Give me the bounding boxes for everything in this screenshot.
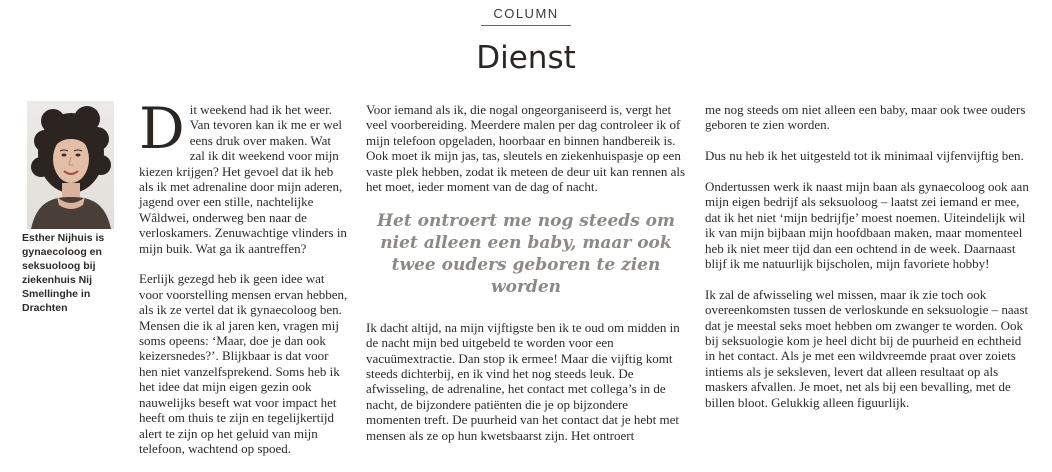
article-column-2 <box>366 102 686 458</box>
author-caption: Esther Nijhuis is gynaecoloog en seksuoloog bij ziekenhuis Nij Smellinghe in Drachten <box>22 232 105 314</box>
drop-cap: D <box>139 96 185 162</box>
article-paragraph <box>139 96 349 256</box>
article-column-1 <box>139 96 349 472</box>
paragraph-text: it weekend had ik het weer. Van tevoren kan ik me er wel eens druk over maken. Wat zal ik dit weekend voor mijn kiezen krijgen? Het gevoel dat ik heb als ik met adrenaline door mijn aderen, jagend over een stille, nachtelijke Wâldwei, onderweg ben naar de verloskamers. Zenuwachtige vlinders in mijn buik. Wat ga ik aantreffen? <box>139 102 347 256</box>
author-photo <box>27 101 114 229</box>
article-paragraph: Ondertussen werk ik naast mijn baan als gynaecoloog ook aan mijn eigen bedrijf als seksuoloog – laatst zei iemand er mee, dat ik het niet ‘mijn bedrijfje’ moest noemen. Uiteindelijk wil ik van mijn bijbaan mijn hoofdbaan maken, maar momenteel heb ik niet meer tijd dan een ochtend in de week. Daarnaast blijf ik me natuurlijk bijscholen, mijn favoriete hobby! <box>705 179 1029 272</box>
article-column-3 <box>705 102 1029 425</box>
article-paragraph: Voor iemand als ik, die nogal ongeorganiseerd is, vergt het veel voorbereiding. Meerdere malen per dag controleer ik of mijn telefoon opgeladen, hoorbaar en binnen handbereik is. Ook moet ik mijn jas, tas, sleutels en ziekenhuispasje op een vaste plek hebben, zodat ik meteen de deur uit kan rennen als het moet, ieder moment van de dag of nacht. <box>366 102 686 195</box>
headline: Dienst <box>476 40 576 76</box>
pull-quote: Het ontroert me nog steeds om niet alleen een baby, maar ook twee ouders geboren te zien worden <box>376 210 676 297</box>
article-paragraph: Dus nu heb ik het uitgesteld tot ik minimaal vijfenvijftig ben. <box>705 148 1024 164</box>
section-kicker <box>0 5 1052 26</box>
article-paragraph: me nog steeds om niet alleen een baby, maar ook twee ouders geboren te zien worden. <box>705 102 1026 133</box>
section-kicker-label: COLUMN <box>485 6 566 26</box>
article-paragraph: Eerlijk gezegd heb ik geen idee wat voor voorstelling mensen ervan hebben, als ik ze vertel dat ik gynaecoloog ben. Mensen die ik al jaren ken, vragen mij soms opeens: ‘Maar, doe je dan ook keizersnedes?’. Blijkbaar is dat voor hen niet vanzelfsprekend. Soms heb ik het idee dat mijn eigen gezin ook nauwelijks beseft wat voor impact het heeft om thuis te zijn en tegelijkertijd alert te zijn op het geluid van mijn telefoon, wachtend op spoed. <box>139 271 348 456</box>
author-portrait-image <box>27 101 114 229</box>
article-paragraph: Ik dacht altijd, na mijn vijftigste ben ik te oud om midden in de nacht mijn bed uitgebeld te worden voor een vacuümextractie. Dan stop ik ermee! Maar die vijftig komt steeds dichterbij, en ik vind het nog steeds leuk. De afwisseling, de adrenaline, het contact met collega’s in de nacht, de bijzondere patiënten die je op bijzondere momenten treft. De puurheid van het contact dat je hebt met mensen als ze op hun kwetsbaarst zijn. Het ontroert <box>366 319 680 443</box>
article-paragraph: Ik zal de afwisseling wel missen, maar ik zie toch ook overeenkomsten tussen de verloskunde en seksuologie – naast dat je meestal seks moet hebben om zwanger te worden. Ook bij seksuologie kom je heel dicht bij de puurheid en echtheid in het contact. Als je met een wildvreemde praat over zoiets intiems als je seksleven, levert dat alleen resultaat op als maskers afvallen. Je moet, net als bij een bevalling, met de billen bloot. Gelukkig alleen figuurlijk. <box>705 286 1029 410</box>
